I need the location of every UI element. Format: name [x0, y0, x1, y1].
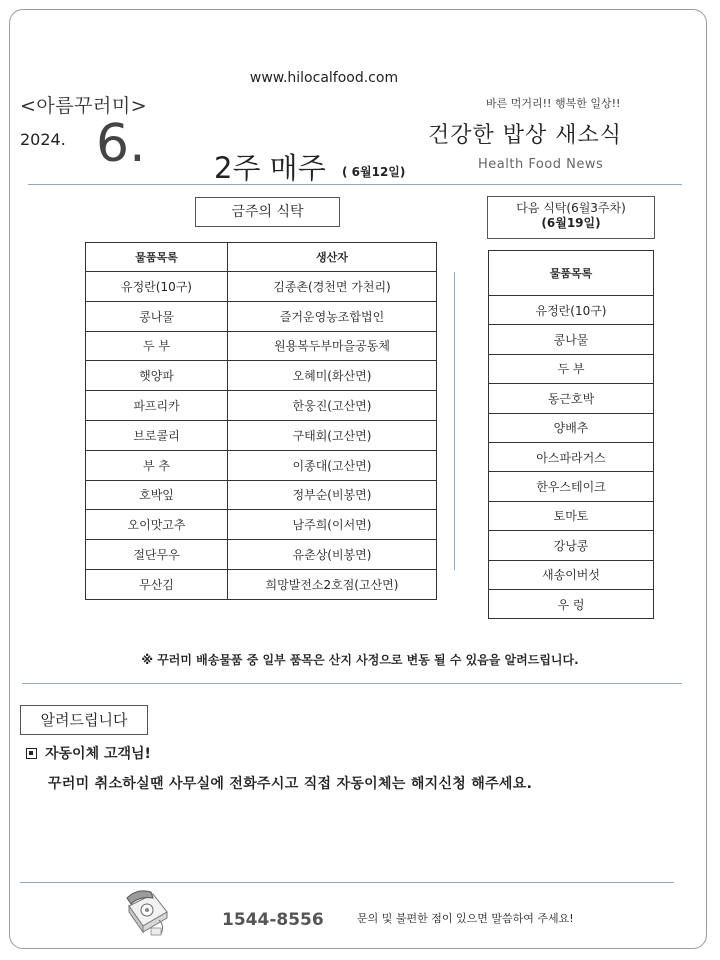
producer-cell: 희망발전소2호점(고산면): [228, 569, 437, 599]
telephone-icon: [123, 886, 171, 938]
table-row: [86, 450, 437, 480]
producer-cell: 유춘상(비봉면): [228, 540, 437, 570]
item-cell: 우 렁: [489, 589, 654, 618]
table-header-row: [489, 251, 654, 296]
slogan: 바른 먹거리!! 행복한 일상!!: [486, 97, 621, 110]
table-row: [86, 361, 437, 391]
next-week-label: [487, 196, 655, 239]
table-row: [489, 442, 654, 471]
next-week-table: [488, 250, 654, 619]
announcement-heading-text: 자동이체 고객님!: [45, 746, 151, 762]
section-divider: [22, 683, 682, 684]
square-bullet-icon: [26, 748, 37, 759]
item-cell: 무산김: [86, 569, 228, 599]
table-row: [489, 384, 654, 413]
table-row: [489, 472, 654, 501]
header-divider: [28, 184, 682, 185]
producer-cell: 이종대(고산면): [228, 450, 437, 480]
issue-month: 6.: [96, 114, 146, 174]
table-row: [489, 413, 654, 442]
producer-cell: 오혜미(화산면): [228, 361, 437, 391]
table-row: [86, 510, 437, 540]
this-week-label: 금주의 식탁: [195, 197, 340, 227]
news-title: 건강한 밥상 새소식: [428, 123, 623, 148]
item-cell: 부 추: [86, 450, 228, 480]
item-cell: 새송이버섯: [489, 560, 654, 589]
producer-cell: 남주희(이서면): [228, 510, 437, 540]
item-cell: 유정란(10구): [489, 296, 654, 325]
item-cell: 브로콜리: [86, 420, 228, 450]
table-row: [86, 301, 437, 331]
issue-week: 2주 매주: [214, 151, 326, 185]
column-header-item: 물품목록: [86, 243, 228, 272]
item-cell: 오이맛고추: [86, 510, 228, 540]
item-cell: 아스파라거스: [489, 442, 654, 471]
producer-cell: 한웅진(고산면): [228, 391, 437, 421]
table-row: [489, 531, 654, 560]
producer-cell: 구태회(고산면): [228, 420, 437, 450]
item-cell: 강낭콩: [489, 531, 654, 560]
item-cell: 두 부: [489, 354, 654, 383]
table-row: [489, 325, 654, 354]
table-header-row: [86, 243, 437, 272]
producer-cell: 원용복두부마을공동체: [228, 331, 437, 361]
item-cell: 한우스테이크: [489, 472, 654, 501]
table-row: [489, 560, 654, 589]
table-row: [86, 569, 437, 599]
item-cell: 토마토: [489, 501, 654, 530]
item-cell: 파프리카: [86, 391, 228, 421]
table-row: [86, 540, 437, 570]
item-cell: 양배추: [489, 413, 654, 442]
item-cell: 콩나물: [489, 325, 654, 354]
news-subtitle: Health Food News: [478, 157, 604, 172]
item-cell: 절단무우: [86, 540, 228, 570]
announcement-body: 꾸러미 취소하실땐 사무실에 전화주시고 직접 자동이체는 해지신청 해주세요.: [48, 776, 533, 792]
table-row: [489, 501, 654, 530]
announcement-label: 알려드립니다: [20, 705, 148, 735]
table-row: [86, 331, 437, 361]
item-cell: 햇양파: [86, 361, 228, 391]
footer-message: 문의 및 불편한 점이 있으면 말씀하여 주세요!: [357, 912, 574, 925]
issue-year: 2024.: [20, 130, 66, 149]
contact-phone: 1544-8556: [222, 910, 324, 930]
table-row: [86, 420, 437, 450]
table-row: [489, 589, 654, 618]
website-url: www.hilocalfood.com: [249, 70, 399, 86]
next-week-label-date: (6월19일): [541, 216, 601, 230]
table-row: [86, 480, 437, 510]
item-cell: 호박잎: [86, 480, 228, 510]
item-cell: 콩나물: [86, 301, 228, 331]
table-row: [86, 272, 437, 302]
producer-cell: 김종촌(경천면 가천리): [228, 272, 437, 302]
substitution-notice: ※ 꾸러미 배송물품 중 일부 품목은 산지 사정으로 변동 될 수 있음을 알려드립니다.: [141, 653, 579, 667]
footer-divider: [20, 882, 674, 883]
table-row: [489, 354, 654, 383]
issue-date: ( 6월12일): [342, 165, 406, 179]
brand-name: <아름꾸러미>: [20, 95, 148, 117]
announcement-heading: [26, 743, 151, 763]
item-cell: 두 부: [86, 331, 228, 361]
producer-cell: 즐거운영농조합법인: [228, 301, 437, 331]
column-header-producer: 생산자: [228, 243, 437, 272]
table-row: [86, 391, 437, 421]
producer-cell: 정부순(비봉면): [228, 480, 437, 510]
column-header-item: 물품목록: [489, 251, 654, 296]
item-cell: 동근호박: [489, 384, 654, 413]
column-divider: [454, 272, 455, 570]
table-row: [489, 296, 654, 325]
this-week-table: [85, 242, 437, 600]
item-cell: 유정란(10구): [86, 272, 228, 302]
next-week-label-line1: 다음 식탁(6월3주차): [516, 201, 626, 215]
